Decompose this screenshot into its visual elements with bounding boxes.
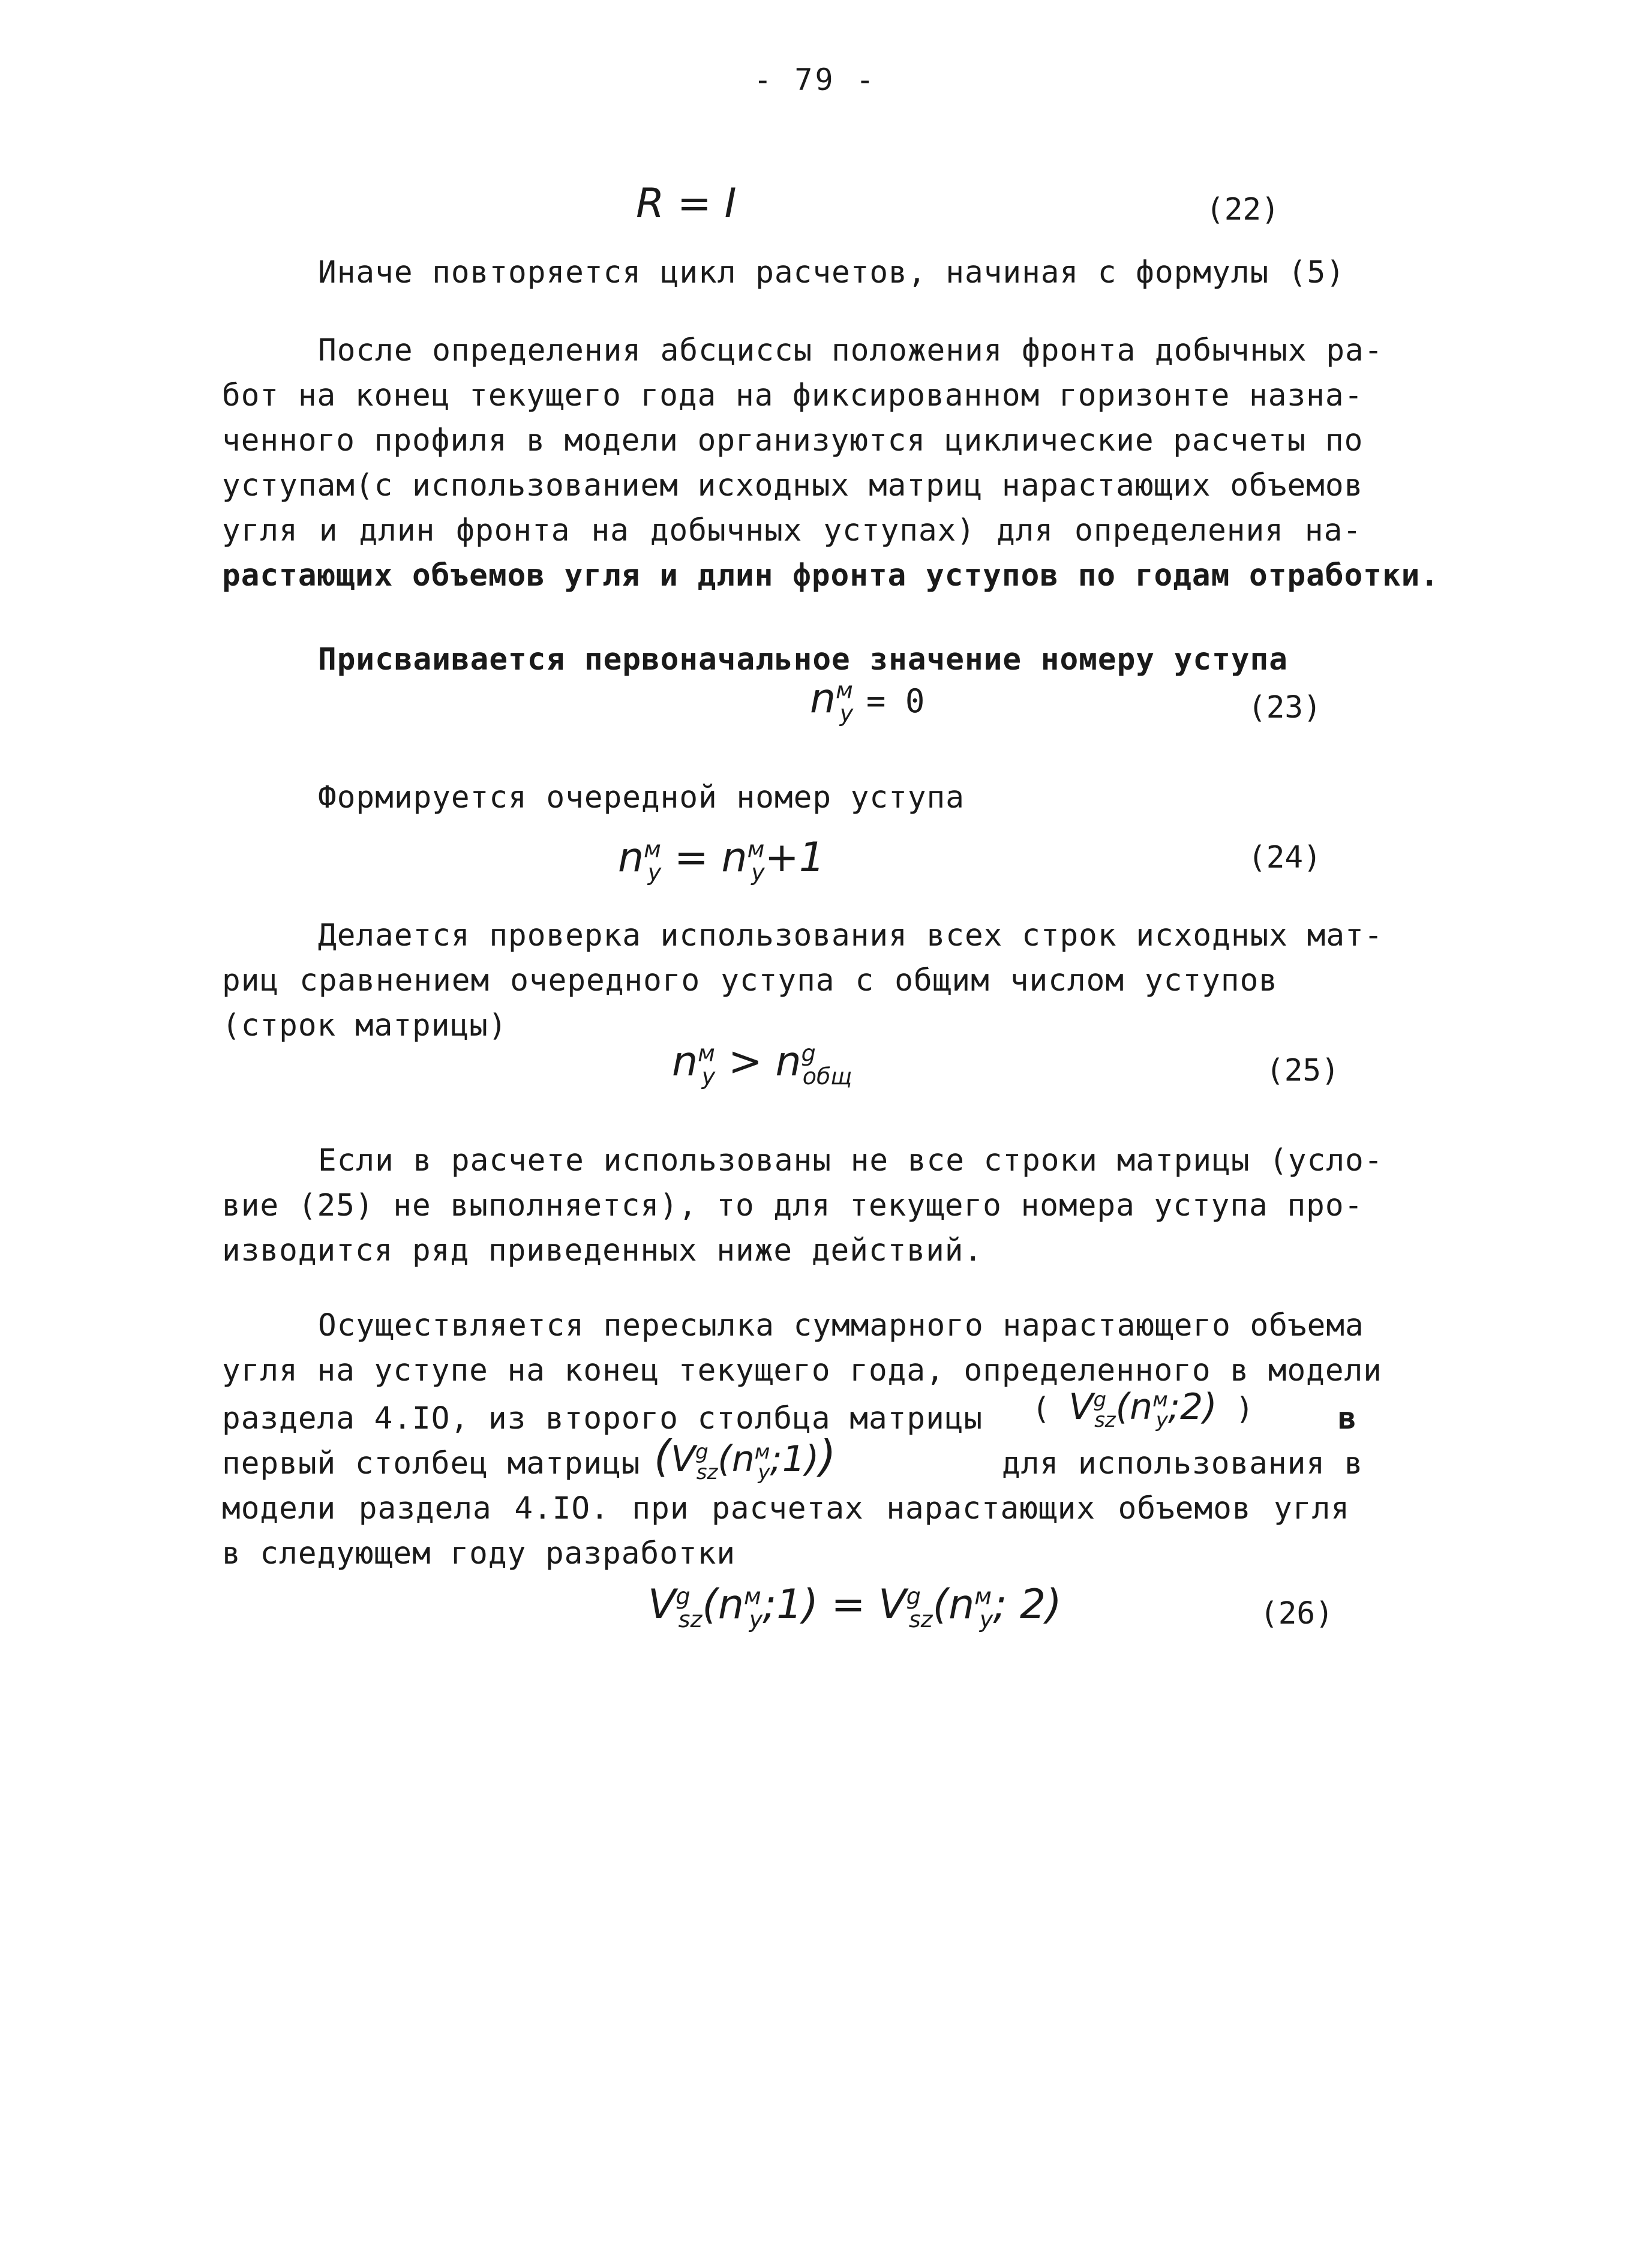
if1-args: (n: [1115, 1386, 1153, 1428]
paragraph-2-line-4: уступам(с использованием исходных матриц нарастающих объемов: [222, 468, 1364, 503]
eq25-rsup: g: [801, 1040, 816, 1067]
eq23-base: n: [810, 675, 836, 722]
eq26-rsup: g: [906, 1583, 921, 1610]
paragraph-5-line-3: (строк матрицы): [222, 1008, 508, 1043]
paragraph-1-line-1: Иначе повторяется цикл расчетов, начиная с формулы (5): [318, 255, 1346, 290]
eq26-rargs: (n: [932, 1581, 975, 1628]
page-number: - 79 -: [754, 62, 876, 97]
eq26-rargsub: у: [979, 1606, 993, 1633]
if1-argsub: у: [1155, 1408, 1168, 1432]
eq24-rhs1: = n: [674, 834, 748, 881]
eq23-sub: у: [839, 700, 854, 727]
if1-tail: ;2): [1167, 1386, 1217, 1428]
paragraph-7-line-1: Осуществляется пересылка суммарного нарастающего объема: [318, 1308, 1364, 1343]
paragraph-4-line-1: Формируется очередной номер уступа: [318, 780, 965, 815]
eq24-sup: м: [644, 836, 661, 863]
eq26-rargsup: м: [974, 1583, 992, 1610]
paragraph-7-line-5: модели раздела 4.IO. при расчетах нарастающих объемов угля: [222, 1491, 1350, 1526]
eq26-largs: (n: [702, 1581, 745, 1628]
inline-formula-2: $(V^g_{sz}(n^м_у;1))$: [654, 1431, 836, 1484]
eq26-rtail: ; 2): [993, 1581, 1062, 1628]
paragraph-2-line-2: бот на конец текущего года на фиксированном горизонте назна-: [222, 378, 1364, 413]
eq26-lsup: g: [676, 1583, 691, 1610]
eq25-rbase: n: [775, 1038, 802, 1085]
eq26-ltail: ;1): [763, 1581, 818, 1628]
eq26-largsub: у: [749, 1606, 763, 1633]
eq26-eq: =: [831, 1581, 866, 1628]
paragraph-6-line-3: изводится ряд приведенных ниже действий.: [222, 1233, 983, 1268]
eq26-rbase: V: [878, 1581, 906, 1628]
if1-sub: sz: [1094, 1408, 1116, 1432]
if2-sup: g: [695, 1440, 709, 1464]
paragraph-5-line-1: Делается проверка использования всех строк исходных мат-: [318, 918, 1383, 953]
paragraph-7-line-3a: раздела 4.IO, из второго столбца матрицы: [222, 1401, 983, 1436]
paragraph-6-line-2: вие (25) не выполняется), то для текущего номера уступа про-: [222, 1188, 1364, 1223]
paragraph-7-line-6: в следующем году разработки: [222, 1536, 736, 1571]
eq26-lbase: V: [648, 1581, 676, 1628]
paragraph-7-line-2: угля на уступе на конец текущего года, определенного в модели: [222, 1353, 1382, 1388]
paragraph-2-line-3: ченного профиля в модели организуются циклические расчеты по: [222, 423, 1364, 458]
equation-25: [672, 1038, 852, 1090]
equation-22: R = I: [636, 180, 737, 227]
if2-argsub: у: [758, 1460, 770, 1484]
eq26-lsub: sz: [678, 1606, 703, 1633]
paragraph-6-line-1: Если в расчете использованы не все строки матрицы (усло-: [318, 1143, 1383, 1178]
equation-26-number: (26): [1260, 1596, 1334, 1631]
eq24-sub: у: [647, 859, 662, 886]
eq25-op: >: [728, 1038, 763, 1085]
if2-base: V: [671, 1438, 696, 1480]
equation-24-number: (24): [1248, 840, 1322, 875]
if1-sup: g: [1093, 1388, 1107, 1412]
if2-argsup: м: [754, 1440, 770, 1464]
paragraph-7-line-3b: в: [1338, 1401, 1356, 1436]
equation-26: [648, 1581, 1062, 1633]
eq23-rhs: = 0: [866, 682, 925, 720]
eq25-base: n: [672, 1038, 698, 1085]
if2-sub: sz: [696, 1460, 718, 1484]
eq23-sup: м: [836, 677, 853, 704]
eq26-largsup: м: [744, 1583, 761, 1610]
equation-23-number: (23): [1248, 690, 1322, 725]
equation-23: [810, 675, 924, 727]
if1-argsup: м: [1152, 1388, 1168, 1412]
eq24-rhs-sub: у: [751, 859, 765, 886]
inline-formula-1: ( $V^g_{sz}(n^м_у;2)$ ): [1032, 1386, 1254, 1432]
equation-22-number: (22): [1206, 192, 1280, 227]
paragraph-7-line-4b: для использования в: [1002, 1446, 1364, 1481]
paragraph-2-line-1: После определения абсциссы положения фронта добычных ра-: [318, 333, 1383, 368]
if2-args: (n: [718, 1438, 755, 1480]
eq26-rsub: sz: [908, 1606, 933, 1633]
if1-base: V: [1068, 1386, 1094, 1428]
eq25-sup: м: [698, 1040, 715, 1067]
paragraph-2-line-5: угля и длин фронта на добычных уступах) для определения на-: [222, 513, 1362, 548]
paragraph-5-line-2: риц сравнением очередного уступа с общим числом уступов: [222, 963, 1278, 998]
equation-25-number: (25): [1266, 1053, 1340, 1088]
paragraph-7-line-4a: первый столбец матрицы: [222, 1446, 641, 1481]
eq25-sub: у: [701, 1063, 716, 1090]
eq24-base: n: [618, 834, 644, 881]
equation-24: [618, 834, 825, 886]
paragraph-2-line-6: растающих объемов угля и длин фронта уступов по годам отработки.: [222, 558, 1440, 593]
eq24-rhs-sup: м: [747, 836, 765, 863]
eq25-rsub: общ: [802, 1063, 852, 1090]
paragraph-3-line-1: Присваивается первоначальное значение номеру уступа: [318, 642, 1288, 677]
eq24-rhs2: +1: [764, 834, 825, 881]
if2-tail: ;1): [770, 1438, 819, 1480]
